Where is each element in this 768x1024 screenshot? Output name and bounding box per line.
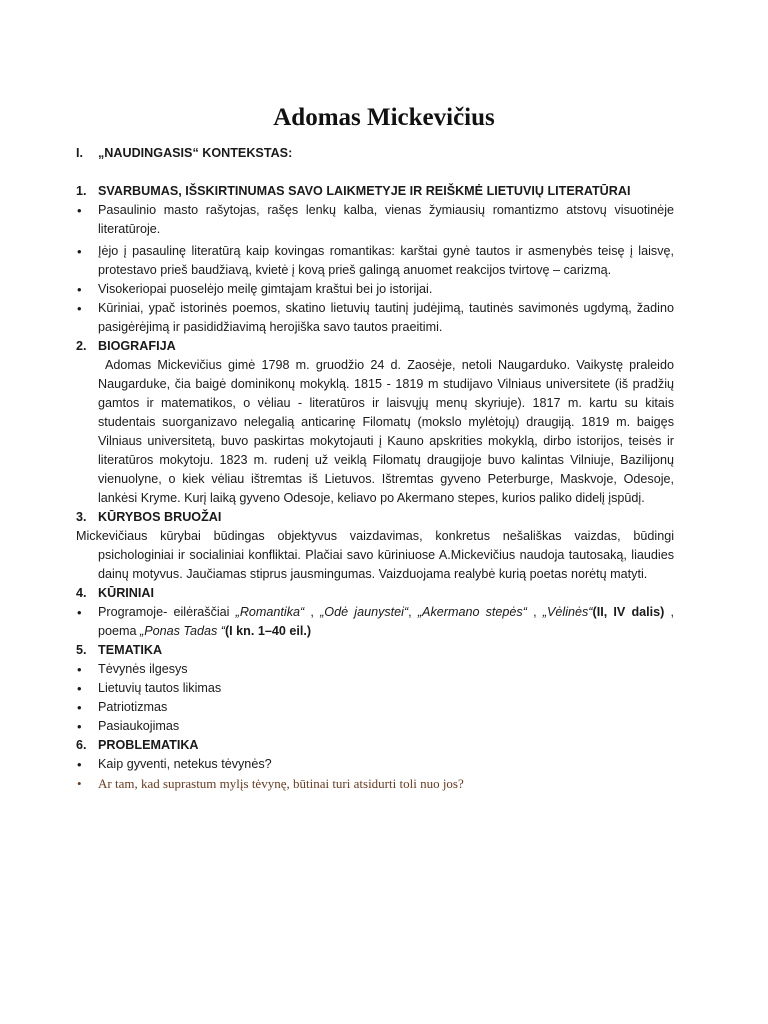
section-label: „NAUDINGASIS“ KONTEKSTAS:: [98, 146, 293, 160]
work-detail: (I kn. 1–40 eil.): [224, 624, 312, 638]
works-prefix: Programoje- eilėraščiai: [98, 605, 236, 619]
heading-themes: [76, 641, 674, 660]
heading-number: 2.: [76, 339, 87, 353]
heading-label: SVARBUMAS, IŠSKIRTINUMAS SAVO LAIKMETYJE IR REIŠKMĖ LIETUVIŲ LITERATŪRAI: [98, 184, 631, 198]
heading-label: PROBLEMATIKA: [98, 738, 199, 752]
separator: ,: [310, 605, 321, 619]
heading-label: KŪRYBOS BRUOŽAI: [98, 510, 222, 524]
list-item: • Patriotizmas: [76, 698, 674, 717]
separator: , poema: [98, 605, 675, 638]
work-title: „Vėlinės“: [542, 605, 593, 619]
document-title: Adomas Mickevičius: [273, 104, 495, 131]
heading-label: KŪRINIAI: [98, 586, 154, 600]
list-item: • Kaip gyventi, netekus tėvynės?: [76, 755, 674, 774]
separator: ,: [408, 605, 418, 619]
heading-number: 5.: [76, 643, 87, 657]
works-list-item: [76, 603, 674, 641]
heading-number: 4.: [76, 586, 87, 600]
list-item: • Visokeriopai puoselėjo meilę gimtajam kraštui bei jo istorijai.: [76, 280, 674, 299]
list-item: • Lietuvių tautos likimas: [76, 679, 674, 698]
heading-label: TEMATIKA: [98, 643, 163, 657]
heading-number: 6.: [76, 738, 87, 752]
separator: ,: [526, 605, 543, 619]
list-item: • Tėvynės ilgesys: [76, 660, 674, 679]
work-title: „Odė jaunystei“: [320, 605, 409, 619]
list-item: • Įėjo į pasaulinę literatūrą kaip kovingas romantikas: karštai gynė tautos ir asmenybės teisę į laisvę, protestavo prieš baudžiavą, kvietė į kovą prieš galingą anuomet reakcijos tvirtovę – carizmą.: [76, 242, 674, 280]
spacer: [76, 163, 674, 182]
heading-importance: [76, 182, 674, 201]
work-title: „Akermano stepės“: [417, 605, 527, 619]
work-detail: (II, IV dalis): [592, 605, 665, 619]
heading-problems: [76, 736, 674, 755]
heading-works: [76, 584, 674, 603]
document-body: [76, 144, 674, 793]
list-item: • Ar tam, kad suprastum mylįs tėvynę, būtinai turi atsidurti toli nuo jos?: [76, 774, 674, 793]
heading-label: BIOGRAFIJA: [98, 339, 176, 353]
features-paragraph: Mickevičiaus kūrybai būdingas objektyvus vaizdavimas, konkretus nešališkas vaizdas, būdingi psichologiniai ir socialiniai konfliktai. Plačiai savo kūriniuose A.Mickevičius naudoja tautosaką, liaudies dainų motyvus. Jaučiamas stiprus jausmingumas. Vaizduojama realybė kurią poetas norėtų matyti.: [76, 529, 674, 581]
list-item: • Pasiaukojimas: [76, 717, 674, 736]
work-title: „Romantika“: [235, 605, 311, 619]
heading-biography: [76, 337, 674, 356]
list-item: • Pasaulinio masto rašytojas, rašęs lenkų kalba, vienas žymiausių romantizmo atstovų visuotinėje literatūroje.: [76, 201, 674, 239]
heading-features: [76, 508, 674, 527]
heading-number: 3.: [76, 510, 87, 524]
heading-number: 1.: [76, 184, 87, 198]
list-item: • Kūriniai, ypač istorinės poemos, skatino lietuvių tautinį judėjimą, tautinės savimonės ugdymą, žadino pasigėrėjimą ir pasididžiavimą herojiška savo tautos praeitimi.: [76, 299, 674, 337]
work-title: „Ponas Tadas “: [140, 624, 225, 638]
section-heading-context: [76, 144, 674, 163]
biography-paragraph: Adomas Mickevičius gimė 1798 m. gruodžio 24 d. Zaosėje, netoli Naugarduko. Vaikystę praleido Naugarduke, čia baigė dominikonų mokyklą. 1815 - 1819 m studijavo Vilniaus universitete (iš pradžių gamtos ir matematikos, o vėliau - literatūros ir laisvųjų menų skyriuje). 1817 m. kartu su kitais studentais suorganizavo nelegalią anticarinę Filomatų (mokslo mylėtojų) draugiją. 1819 m. baigęs Vilniaus universitetą, buvo paskirtas mokytojauti į Kauno apskrities mokyklą, dirbo istorijos, teisės ir literatūros mokytoju. 1823 m. rudenį už veiklą Filomatų draugijoje buvo kalintas Vilniuje, Bazilijonų vienuolyne, o kiek vėliau ištremtas iš Lietuvos. Ištremtas gyveno Peterburge, Maskvoje, Odesoje, lankėsi Kryme. Kurį laiką gyveno Odesoje, keliavo po Akermano stepes, kurios paliko didelį įspūdį.: [98, 358, 674, 505]
section-number: I.: [76, 146, 83, 160]
